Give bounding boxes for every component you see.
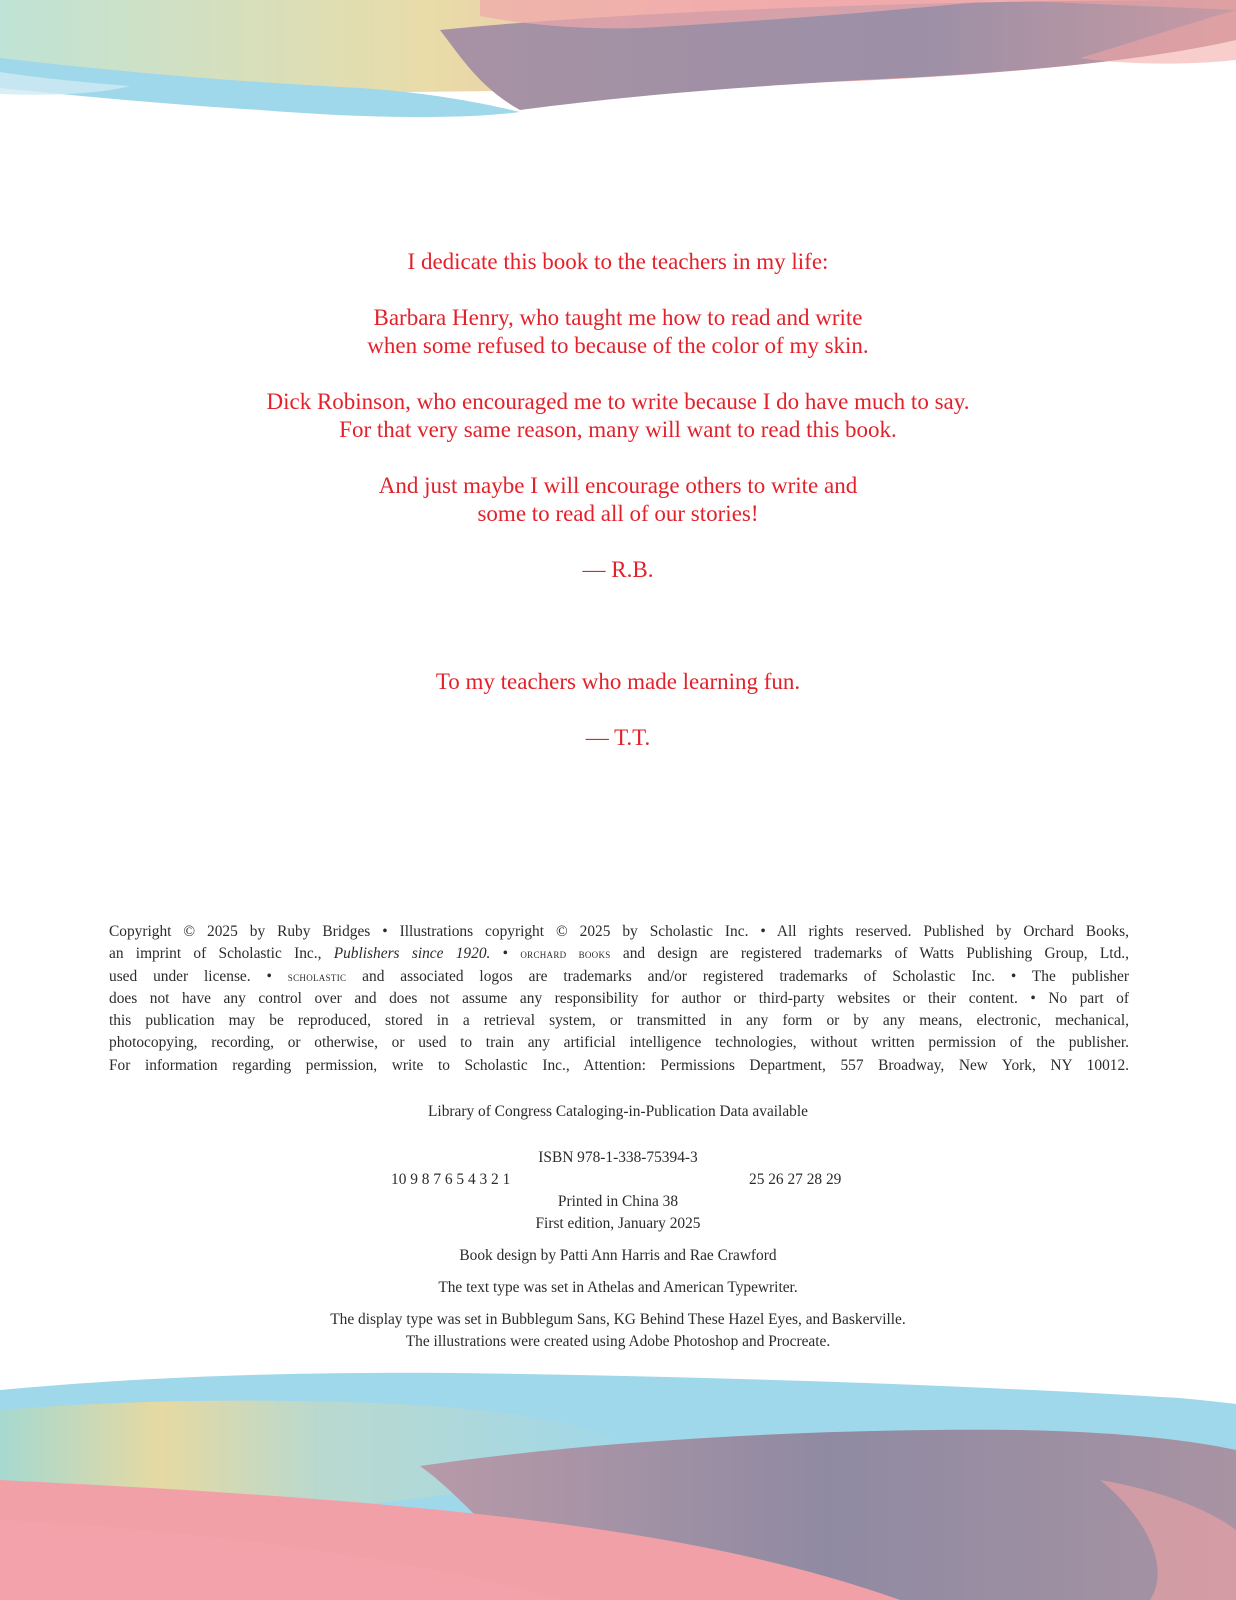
copyright-line-1: Copyright © 2025 by Ruby Bridges • Illustrations copyright © 2025 by Scholastic Inc. • All rights reserved. Published by Orchard Books, (109, 923, 1129, 940)
copyright-line-2 (109, 943, 1129, 965)
dedication-robinson-line-2: For that very same reason, many will want to read this book. (339, 417, 897, 442)
scholastic-trademark: scholastic (287, 968, 347, 984)
copyright-line-5: this publication may be reproduced, stored in a retrieval system, or transmitted in any form or by any means, electronic, mechanical, (109, 1012, 1129, 1030)
printed-in: Printed in China 38 (557, 1193, 679, 1210)
orchard-books-trademark: orchard books (520, 946, 611, 962)
copyright-notice (109, 921, 1129, 1077)
illustrations-credit: The illustrations were created using Adobe Photoshop and Procreate. (405, 1333, 831, 1350)
dedication-tt-line: To my teachers who made learning fun. (435, 669, 801, 694)
dedication-signature-rb: — R.B. (582, 557, 654, 582)
top-watercolor-band (0, 0, 1236, 130)
copyright-trademark-text: and design are registered trademarks of Watts Publishing Group, Ltd., (610, 945, 1129, 963)
print-run-numbers: 10 9 8 7 6 5 4 3 2 1 (391, 1171, 511, 1188)
dedication-robinson-line-1: Dick Robinson, who encouraged me to write because I do have much to say. (266, 389, 970, 414)
bottom-watercolor-band (0, 1370, 1236, 1600)
copyright-line-6: photocopying, recording, or otherwise, or used to train any artificial intelligence technologies, without written permission of the publisher. (109, 1034, 1129, 1052)
book-design-credit: Book design by Patti Ann Harris and Rae Crawford (459, 1247, 777, 1264)
dedication-signature-tt: — T.T. (585, 725, 651, 750)
dedication-henry-line-2: when some refused to because of the color of my skin. (367, 333, 869, 358)
copyright-imprint-text: an imprint of Scholastic Inc., (109, 945, 334, 963)
text-type-credit: The text type was set in Athelas and American Typewriter. (438, 1279, 798, 1296)
bullet-separator: • (490, 945, 521, 963)
copyright-line-3 (109, 966, 1129, 988)
license-text: used under license. • (109, 967, 288, 985)
isbn: ISBN 978-1-338-75394-3 (538, 1149, 698, 1166)
print-line (0, 1169, 1236, 1191)
dedication-closing-line-2: some to read all of our stories! (477, 501, 759, 526)
display-type-credit: The display type was set in Bubblegum Sans, KG Behind These Hazel Eyes, and Baskerville. (330, 1311, 906, 1328)
print-year-numbers: 25 26 27 28 29 (749, 1171, 842, 1188)
edition: First edition, January 2025 (535, 1215, 701, 1232)
dedication-closing-line-1: And just maybe I will encourage others to write and (378, 473, 858, 498)
publishers-since-text: Publishers since 1920. (333, 945, 491, 963)
dedication-henry-line-1: Barbara Henry, who taught me how to read and write (373, 305, 863, 330)
copyright-line-4: does not have any control over and does not assume any responsibility for author or third-party websites or their content. • No part of (109, 989, 1129, 1007)
bottom-watercolor-illustration (0, 1370, 1236, 1600)
copyright-line-7: For information regarding permission, write to Scholastic Inc., Attention: Permissions Department, 557 Broadway, New York, NY 10012. (109, 1056, 1129, 1074)
dedication-intro: I dedicate this book to the teachers in my life: (407, 249, 829, 274)
top-watercolor-illustration (0, 0, 1236, 130)
dedication-section (0, 248, 1236, 752)
cip-data: Library of Congress Cataloging-in-Publication Data available (428, 1103, 808, 1120)
colophon-section (0, 1101, 1236, 1353)
scholastic-logos-text: and associated logos are trademarks and/or registered trademarks of Scholastic Inc. • The publisher (346, 967, 1129, 985)
